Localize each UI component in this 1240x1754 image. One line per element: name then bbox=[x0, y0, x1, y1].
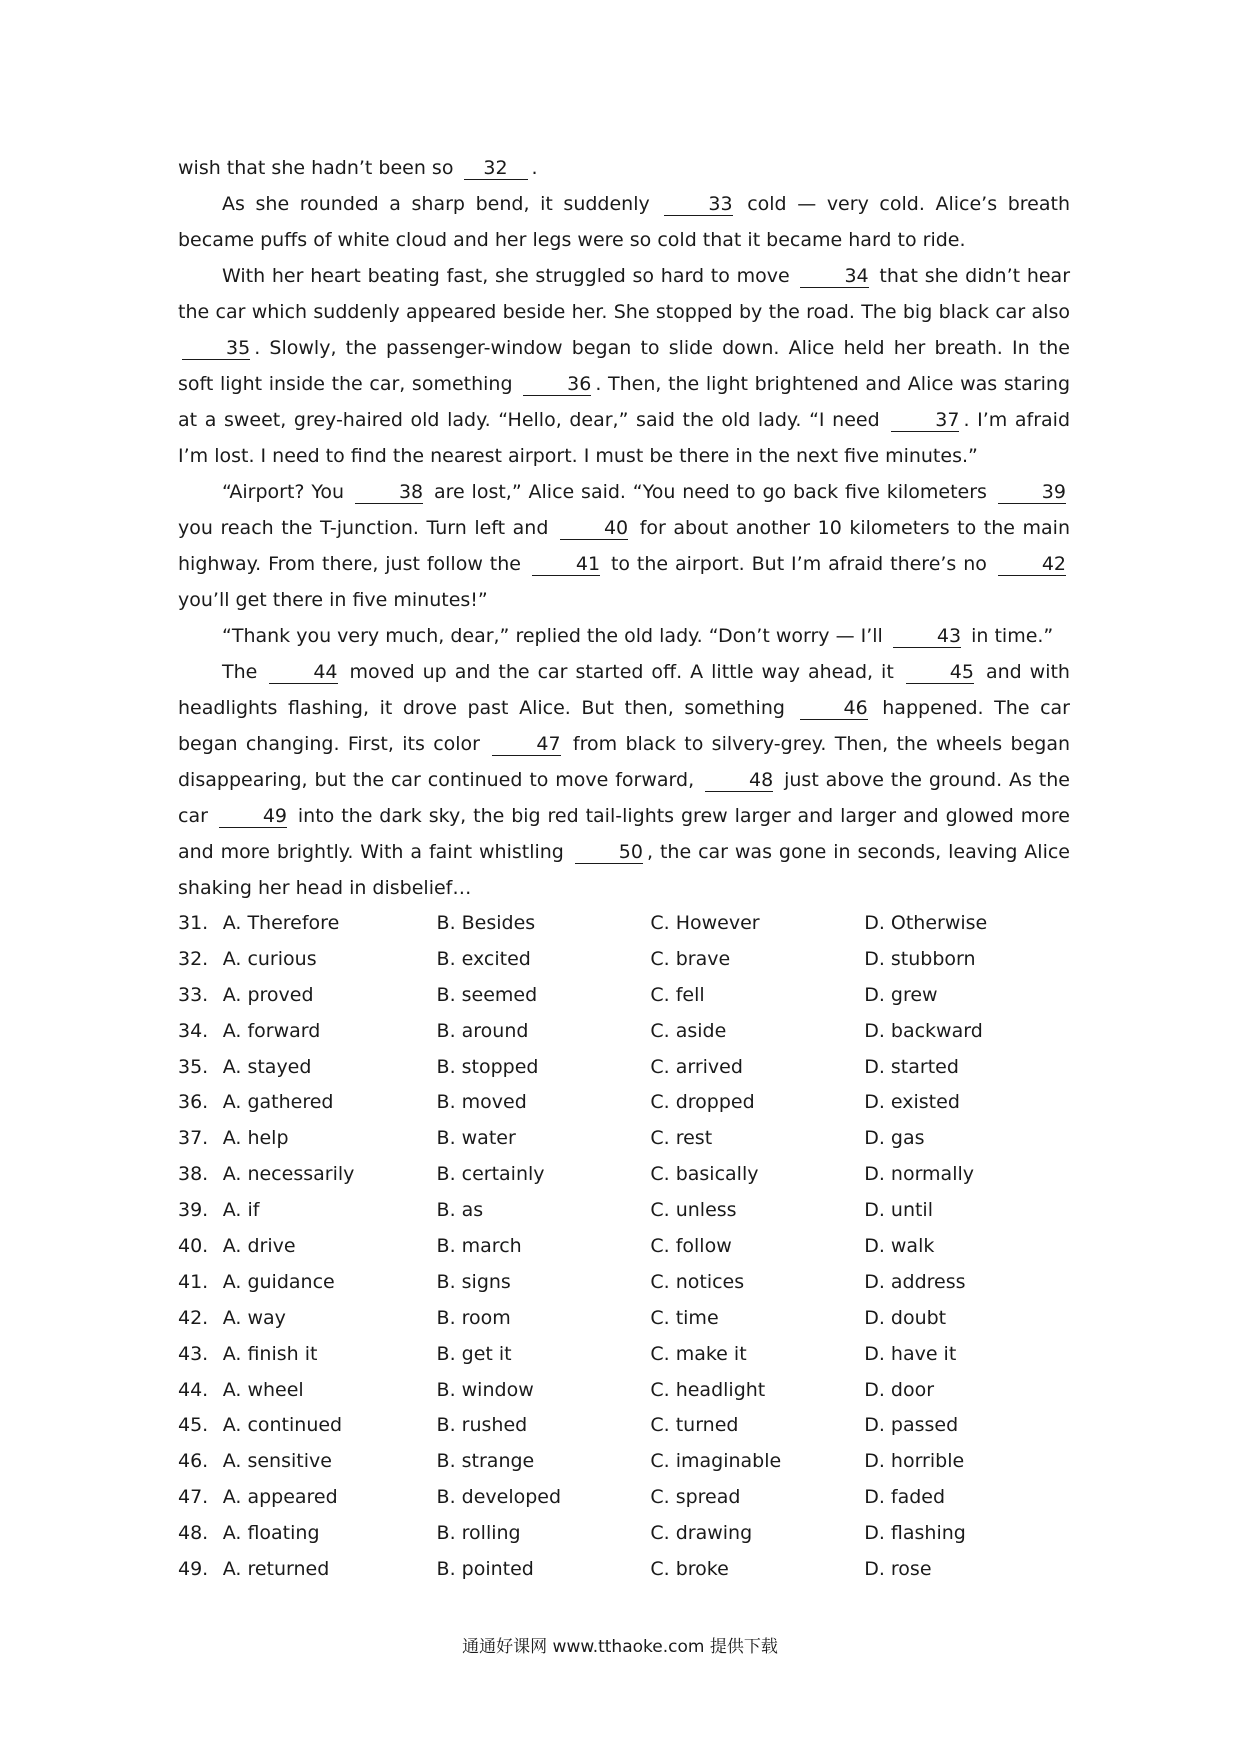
option-c: C. aside bbox=[650, 1019, 727, 1042]
option-d: D. faded bbox=[864, 1486, 946, 1509]
option-b: B. room bbox=[436, 1306, 511, 1329]
question-row bbox=[178, 941, 1078, 977]
option-c: C. follow bbox=[650, 1234, 732, 1257]
option-d: D. address bbox=[864, 1270, 966, 1293]
option-d: D. until bbox=[864, 1199, 933, 1222]
option-a: A. floating bbox=[222, 1522, 320, 1545]
option-d: D. existed bbox=[864, 1091, 960, 1114]
passage-text: cold — very cold. Alice’s breath became puffs of white cloud and her legs were so cold that it became hard to ride. bbox=[178, 193, 1070, 251]
option-c: C. broke bbox=[650, 1557, 729, 1580]
question-number: 48. bbox=[178, 1522, 209, 1545]
option-c: C. unless bbox=[650, 1199, 737, 1222]
option-c: C. brave bbox=[650, 947, 731, 970]
option-c: C. headlight bbox=[650, 1378, 766, 1401]
option-d: D. gas bbox=[864, 1127, 925, 1150]
question-number: 41. bbox=[178, 1270, 209, 1293]
passage-text: “Thank you very much, dear,” replied the old lady. “Don’t worry — I’ll bbox=[222, 625, 883, 647]
passage-text: . I’m afraid I’m lost. I need to find the nearest airport. I must be there in the next five minutes.” bbox=[178, 409, 1070, 467]
option-b: B. developed bbox=[436, 1486, 562, 1509]
passage-text: into the dark sky, the big red tail-lights grew larger and larger and glowed more and more brightly. With a faint whistling bbox=[178, 805, 1070, 863]
option-c: C. drawing bbox=[650, 1522, 753, 1545]
passage-text: As she rounded a sharp bend, it suddenly bbox=[222, 193, 650, 215]
blank-41: 41 bbox=[532, 553, 600, 576]
option-b: B. certainly bbox=[436, 1163, 545, 1186]
option-a: A. wheel bbox=[222, 1378, 304, 1401]
option-d: D. normally bbox=[864, 1163, 974, 1186]
blank-34: 34 bbox=[800, 265, 868, 288]
option-c: C. rest bbox=[650, 1127, 713, 1150]
passage-text: . Slowly, the passenger-window began to slide down. Alice held her breath. In the soft light inside the car, something bbox=[178, 337, 1070, 395]
option-b: B. window bbox=[436, 1378, 534, 1401]
question-row bbox=[178, 1013, 1078, 1049]
passage-text: for about another 10 kilometers to the main highway. From there, just follow the bbox=[178, 517, 1070, 575]
option-c: C. notices bbox=[650, 1270, 745, 1293]
cloze-passage bbox=[178, 150, 1070, 906]
blank-42: 42 bbox=[998, 553, 1066, 576]
option-c: C. imaginable bbox=[650, 1450, 782, 1473]
passage-paragraph bbox=[178, 474, 1070, 618]
option-b: B. seemed bbox=[436, 983, 538, 1006]
blank-44: 44 bbox=[269, 661, 337, 684]
question-row bbox=[178, 905, 1078, 941]
passage-text: you reach the T-junction. Turn left and bbox=[178, 517, 549, 539]
option-b: B. moved bbox=[436, 1091, 527, 1114]
passage-text: The bbox=[222, 661, 258, 683]
question-number: 47. bbox=[178, 1486, 209, 1509]
passage-text: and with headlights flashing, it drove past Alice. But then, something bbox=[178, 661, 1070, 719]
blank-36: 36 bbox=[523, 373, 591, 396]
option-c: C. However bbox=[650, 911, 760, 934]
option-d: D. stubborn bbox=[864, 947, 976, 970]
option-a: A. stayed bbox=[222, 1055, 312, 1078]
passage-text: in time.” bbox=[971, 625, 1054, 647]
question-row bbox=[178, 1372, 1078, 1408]
option-d: D. doubt bbox=[864, 1306, 947, 1329]
option-a: A. gathered bbox=[222, 1091, 334, 1114]
option-b: B. stopped bbox=[436, 1055, 539, 1078]
passage-text: that she didn’t hear the car which suddenly appeared beside her. She stopped by the road. The big black car also bbox=[178, 265, 1071, 323]
option-a: A. Therefore bbox=[222, 911, 340, 934]
question-row bbox=[178, 1264, 1078, 1300]
passage-text: from black to silvery-grey. Then, the wheels began disappearing, but the car continued to move forward, bbox=[178, 733, 1071, 791]
option-a: A. way bbox=[222, 1306, 286, 1329]
question-row bbox=[178, 1228, 1078, 1264]
option-a: A. continued bbox=[222, 1414, 343, 1437]
question-row bbox=[178, 1192, 1078, 1228]
option-a: A. curious bbox=[222, 947, 317, 970]
option-b: B. Besides bbox=[436, 911, 536, 934]
passage-text: . Then, the light brightened and Alice was staring at a sweet, grey-haired old lady. “Hello, dear,” said the old lady. “I need bbox=[178, 373, 1070, 431]
option-a: A. sensitive bbox=[222, 1450, 332, 1473]
question-number: 34. bbox=[178, 1019, 209, 1042]
option-c: C. turned bbox=[650, 1414, 739, 1437]
blank-39: 39 bbox=[998, 481, 1066, 504]
option-d: D. horrible bbox=[864, 1450, 965, 1473]
option-a: A. help bbox=[222, 1127, 289, 1150]
option-d: D. flashing bbox=[864, 1522, 966, 1545]
option-a: A. returned bbox=[222, 1557, 330, 1580]
option-b: B. pointed bbox=[436, 1557, 534, 1580]
passage-text: . bbox=[531, 157, 538, 179]
option-c: C. fell bbox=[650, 983, 705, 1006]
question-row bbox=[178, 977, 1078, 1013]
option-d: D. rose bbox=[864, 1557, 932, 1580]
question-row bbox=[178, 1156, 1078, 1192]
option-c: C. make it bbox=[650, 1342, 747, 1365]
option-b: B. march bbox=[436, 1234, 522, 1257]
option-b: B. rolling bbox=[436, 1522, 521, 1545]
option-c: C. basically bbox=[650, 1163, 759, 1186]
blank-49: 49 bbox=[219, 805, 287, 828]
question-number: 32. bbox=[178, 947, 209, 970]
option-b: B. water bbox=[436, 1127, 516, 1150]
question-number: 45. bbox=[178, 1414, 209, 1437]
option-a: A. forward bbox=[222, 1019, 321, 1042]
question-row bbox=[178, 1084, 1078, 1120]
question-number: 37. bbox=[178, 1127, 209, 1150]
question-number: 38. bbox=[178, 1163, 209, 1186]
option-b: B. strange bbox=[436, 1450, 535, 1473]
answer-options-list bbox=[178, 905, 1078, 1587]
question-row bbox=[178, 1443, 1078, 1479]
passage-text: “Airport? You bbox=[222, 481, 345, 503]
passage-text: moved up and the car started off. A little way ahead, it bbox=[349, 661, 894, 683]
passage-paragraph bbox=[178, 258, 1070, 474]
option-d: D. backward bbox=[864, 1019, 983, 1042]
option-a: A. drive bbox=[222, 1234, 296, 1257]
question-row bbox=[178, 1479, 1078, 1515]
passage-text: are lost,” Alice said. “You need to go back five kilometers bbox=[433, 481, 987, 503]
option-d: D. walk bbox=[864, 1234, 935, 1257]
blank-37: 37 bbox=[891, 409, 959, 432]
blank-48: 48 bbox=[705, 769, 773, 792]
option-a: A. necessarily bbox=[222, 1163, 355, 1186]
option-b: B. excited bbox=[436, 947, 531, 970]
blank-45: 45 bbox=[906, 661, 974, 684]
option-c: C. dropped bbox=[650, 1091, 755, 1114]
blank-32: 32 bbox=[464, 157, 528, 180]
question-row bbox=[178, 1336, 1078, 1372]
passage-text: just above the ground. As the car bbox=[178, 769, 1070, 827]
question-row bbox=[178, 1049, 1078, 1085]
option-a: A. proved bbox=[222, 983, 314, 1006]
question-number: 43. bbox=[178, 1342, 209, 1365]
passage-text: With her heart beating fast, she struggled so hard to move bbox=[222, 265, 790, 287]
option-a: A. finish it bbox=[222, 1342, 318, 1365]
question-row bbox=[178, 1551, 1078, 1587]
passage-paragraph bbox=[178, 654, 1070, 906]
question-number: 31. bbox=[178, 911, 209, 934]
blank-50: 50 bbox=[575, 841, 643, 864]
option-b: B. around bbox=[436, 1019, 529, 1042]
blank-46: 46 bbox=[800, 697, 868, 720]
question-number: 33. bbox=[178, 983, 209, 1006]
passage-paragraph bbox=[178, 618, 1070, 654]
passage-text: happened. The car began changing. First, its color bbox=[178, 697, 1070, 755]
question-number: 46. bbox=[178, 1450, 209, 1473]
blank-40: 40 bbox=[560, 517, 628, 540]
option-b: B. rushed bbox=[436, 1414, 528, 1437]
option-a: A. if bbox=[222, 1199, 260, 1222]
passage-text: wish that she hadn’t been so bbox=[178, 157, 454, 179]
passage-paragraph bbox=[178, 186, 1070, 258]
question-number: 35. bbox=[178, 1055, 209, 1078]
blank-33: 33 bbox=[664, 193, 732, 216]
option-b: B. get it bbox=[436, 1342, 512, 1365]
page-footer: 通通好课网 www.tthaoke.com 提供下载 bbox=[462, 1637, 778, 1657]
option-d: D. started bbox=[864, 1055, 959, 1078]
option-d: D. door bbox=[864, 1378, 935, 1401]
option-d: D. grew bbox=[864, 983, 938, 1006]
option-d: D. passed bbox=[864, 1414, 959, 1437]
option-d: D. have it bbox=[864, 1342, 957, 1365]
option-a: A. appeared bbox=[222, 1486, 338, 1509]
option-c: C. arrived bbox=[650, 1055, 743, 1078]
passage-text: to the airport. But I’m afraid there’s no bbox=[610, 553, 987, 575]
option-c: C. time bbox=[650, 1306, 719, 1329]
question-number: 42. bbox=[178, 1306, 209, 1329]
option-c: C. spread bbox=[650, 1486, 741, 1509]
question-row bbox=[178, 1515, 1078, 1551]
question-number: 49. bbox=[178, 1557, 209, 1580]
question-number: 36. bbox=[178, 1091, 209, 1114]
question-row bbox=[178, 1120, 1078, 1156]
question-number: 44. bbox=[178, 1378, 209, 1401]
blank-43: 43 bbox=[893, 625, 961, 648]
question-number: 40. bbox=[178, 1234, 209, 1257]
option-d: D. Otherwise bbox=[864, 911, 988, 934]
passage-text: , the car was gone in seconds, leaving Alice shaking her head in disbelief… bbox=[178, 841, 1070, 899]
question-number: 39. bbox=[178, 1199, 209, 1222]
option-b: B. as bbox=[436, 1199, 484, 1222]
passage-paragraph bbox=[178, 150, 1070, 186]
question-row bbox=[178, 1300, 1078, 1336]
blank-35: 35 bbox=[182, 337, 250, 360]
blank-38: 38 bbox=[355, 481, 423, 504]
blank-47: 47 bbox=[492, 733, 560, 756]
option-a: A. guidance bbox=[222, 1270, 335, 1293]
option-b: B. signs bbox=[436, 1270, 511, 1293]
question-row bbox=[178, 1407, 1078, 1443]
passage-text: you’ll get there in five minutes!” bbox=[178, 589, 488, 611]
